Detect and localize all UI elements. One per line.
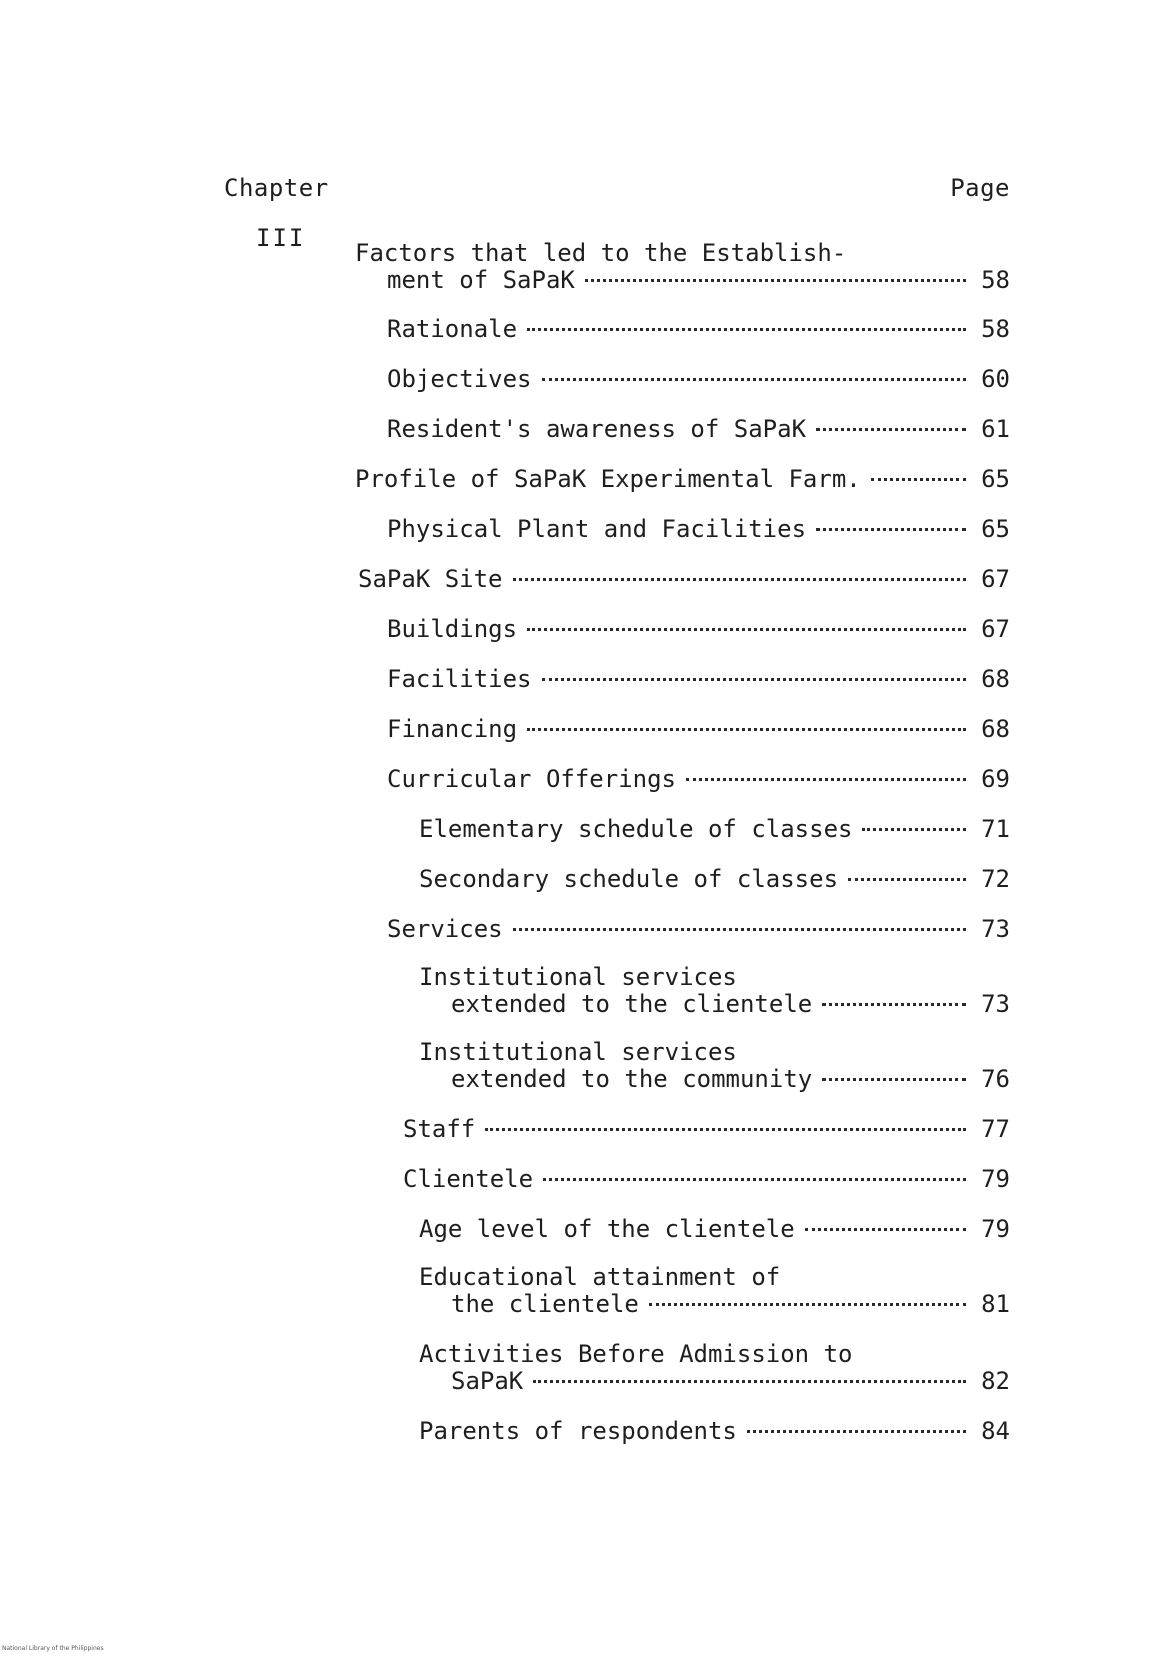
toc-entry-first-line: Institutional services xyxy=(419,1038,737,1066)
toc-entry-page: 68 xyxy=(981,715,1010,743)
dot-leader xyxy=(513,578,967,581)
toc-entry-profile xyxy=(355,466,1010,493)
toc-entry-page: 58 xyxy=(981,315,1010,343)
dot-leader xyxy=(805,1228,966,1231)
toc-entry-label: SaPaK Site xyxy=(358,565,503,593)
toc-entry-page: 61 xyxy=(981,415,1010,443)
dot-leader xyxy=(822,1003,966,1006)
toc-entry-page: 82 xyxy=(981,1367,1010,1395)
toc-entry-page: 68 xyxy=(981,665,1010,693)
toc-entry-services-clientele xyxy=(419,964,1010,1018)
dot-leader xyxy=(543,1178,966,1181)
toc-entry-page: 69 xyxy=(981,765,1010,793)
dot-leader xyxy=(649,1303,966,1306)
toc-entry-first-line: Institutional services xyxy=(419,963,737,991)
toc-entry-label: the clientele xyxy=(451,1290,639,1318)
toc-entry-label: Objectives xyxy=(387,365,532,393)
toc-entry-label: Curricular Offerings xyxy=(387,765,676,793)
toc-entry-page: 79 xyxy=(981,1215,1010,1243)
toc-entry-label: Financing xyxy=(387,715,518,743)
toc-entry-facilities xyxy=(387,666,1010,693)
dot-leader xyxy=(513,928,966,931)
dot-leader xyxy=(542,678,967,681)
toc-entry-page: 79 xyxy=(981,1165,1010,1193)
chapter-column-header: Chapter xyxy=(224,174,329,202)
toc-entry-page: 77 xyxy=(981,1115,1010,1143)
toc-entry-label: Parents of respondents xyxy=(419,1417,737,1445)
toc-entry-label: Secondary schedule of classes xyxy=(419,865,839,893)
toc-entry-label: Facilities xyxy=(387,665,532,693)
toc-entry-page: 67 xyxy=(981,565,1010,593)
toc-entry-activities-before-admission xyxy=(419,1341,1010,1395)
toc-entry-objectives xyxy=(387,366,1010,393)
dot-leader xyxy=(816,428,966,431)
toc-entry-label: Clientele xyxy=(403,1165,534,1193)
toc-entry-label: ment of SaPaK xyxy=(387,266,575,294)
dot-leader xyxy=(527,728,966,731)
toc-entry-label: Profile of SaPaK Experimental Farm. xyxy=(355,465,861,493)
toc-entry-first-line: Activities Before Admission to xyxy=(419,1340,853,1368)
toc-entry-page: 73 xyxy=(981,990,1010,1018)
toc-entry-first-line: Educational attainment of xyxy=(419,1263,781,1291)
toc-entry-rationale xyxy=(387,316,1010,343)
toc-entry-label: Resident's awareness of SaPaK xyxy=(387,415,807,443)
toc-entry-educational-attainment xyxy=(419,1264,1010,1318)
dot-leader xyxy=(686,778,966,781)
toc-entry-page: 73 xyxy=(981,915,1010,943)
toc-entry-page: 58 xyxy=(981,266,1010,294)
toc-entry-secondary-schedule xyxy=(419,866,1010,893)
toc-entry-page: 71 xyxy=(981,815,1010,843)
toc-entry-page: 67 xyxy=(981,615,1010,643)
toc-entry-page: 84 xyxy=(981,1417,1010,1445)
toc-entry-page: 72 xyxy=(981,865,1010,893)
toc-entry-services xyxy=(387,916,1010,943)
toc-entry-services-community xyxy=(419,1039,1010,1093)
toc-entry-label: Rationale xyxy=(387,315,518,343)
toc-entry-clientele xyxy=(403,1166,1010,1193)
toc-entry-label: SaPaK xyxy=(451,1367,524,1395)
dot-leader xyxy=(822,1078,966,1081)
dot-leader xyxy=(542,378,967,381)
chapter-numeral: III xyxy=(256,224,306,252)
dot-leader xyxy=(862,828,966,831)
toc-entry-residents-awareness xyxy=(387,416,1010,443)
dot-leader xyxy=(848,878,966,881)
dot-leader xyxy=(871,478,966,481)
toc-entry-label: Services xyxy=(387,915,503,943)
dot-leader xyxy=(485,1128,966,1131)
toc-entry-label: Elementary schedule of classes xyxy=(419,815,853,843)
toc-entry-page: 65 xyxy=(981,465,1010,493)
toc-entry-label: extended to the clientele xyxy=(451,990,813,1018)
dot-leader xyxy=(527,628,966,631)
toc-entry-buildings xyxy=(387,616,1010,643)
library-footer: National Library of the Philippines xyxy=(2,1645,104,1652)
dot-leader xyxy=(747,1430,966,1433)
dot-leader xyxy=(533,1380,966,1383)
toc-entry-label: extended to the community xyxy=(451,1065,813,1093)
page-column-header: Page xyxy=(950,174,1010,202)
toc-entry-page: 76 xyxy=(981,1065,1010,1093)
toc-entry-label: Buildings xyxy=(387,615,518,643)
toc-entry-first-line: Factors that led to the Establish- xyxy=(355,239,847,267)
dot-leader xyxy=(816,528,966,531)
toc-entry-label: Age level of the clientele xyxy=(419,1215,795,1243)
dot-leader xyxy=(527,328,966,331)
toc-entry-page: 60 xyxy=(981,365,1010,393)
toc-entry-parents xyxy=(419,1418,1010,1445)
toc-entry-sapak-site xyxy=(358,566,1010,593)
toc-entry-physical-plant xyxy=(387,516,1010,543)
toc-entry-factors xyxy=(355,240,1010,294)
toc-entry-staff xyxy=(403,1116,1010,1143)
toc-entry-label: Staff xyxy=(403,1115,476,1143)
toc-entry-elementary-schedule xyxy=(419,816,1010,843)
toc-entry-financing xyxy=(387,716,1010,743)
toc-entry-page: 81 xyxy=(981,1290,1010,1318)
toc-entry-age-level xyxy=(419,1216,1010,1243)
dot-leader xyxy=(585,279,966,282)
toc-entry-label: Physical Plant and Facilities xyxy=(387,515,807,543)
toc-entry-curricular-offerings xyxy=(387,766,1010,793)
toc-entry-page: 65 xyxy=(981,515,1010,543)
